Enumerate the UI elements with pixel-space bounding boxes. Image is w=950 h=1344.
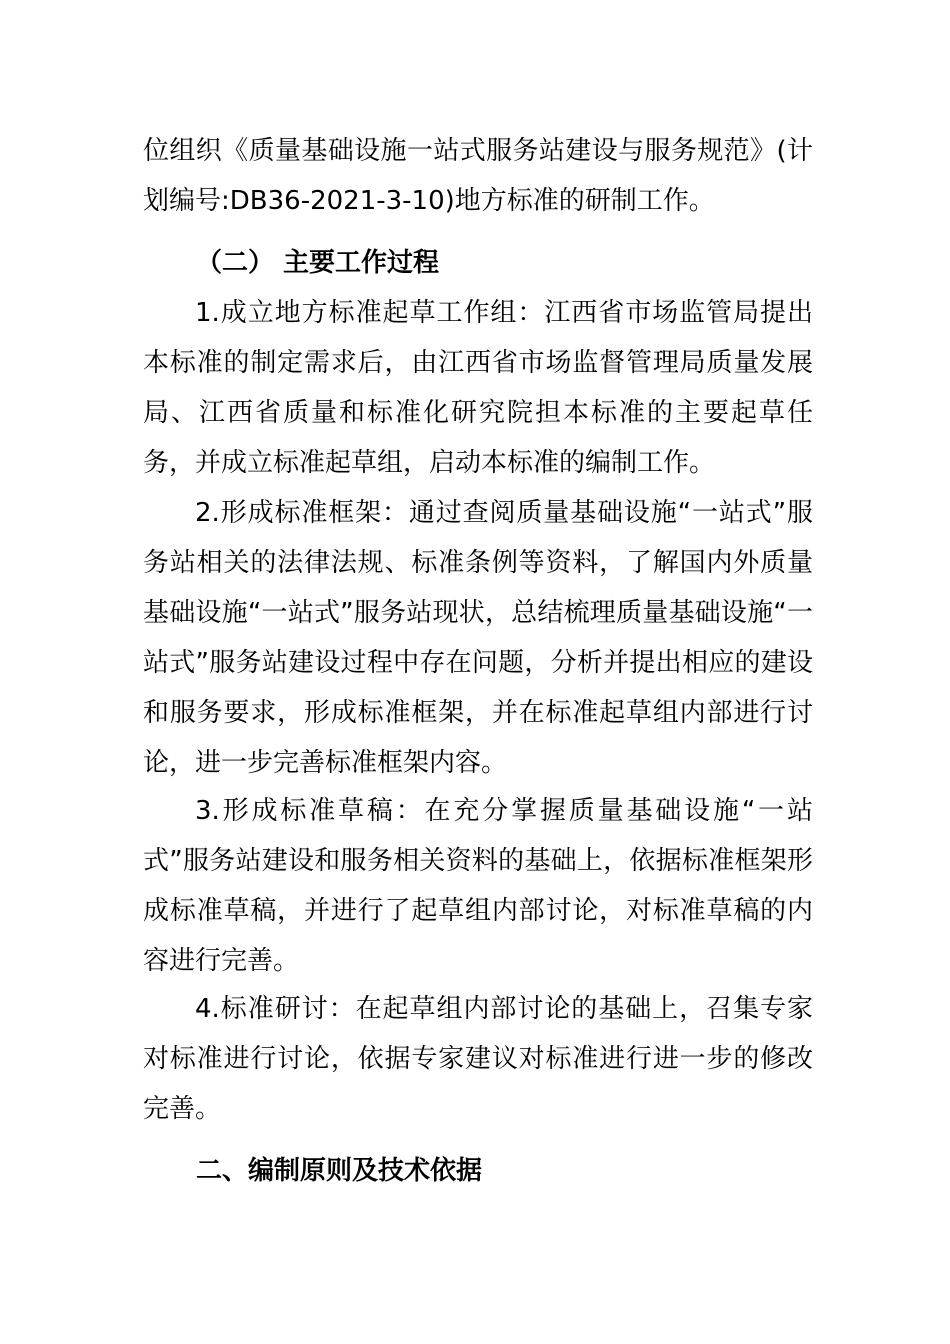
paragraph-step-3: 3.形成标准草稿：在充分掌握质量基础设施“一站式”服务站建设和服务相关资料的基础上，依据标准框架形成标准草稿，并进行了起草组内部讨论，对标准草稿的内容进行完善。 bbox=[143, 796, 813, 976]
section-heading-principles: 二、编制原则及技术依据 bbox=[196, 1156, 483, 1186]
paragraph-step-2: 2.形成标准框架：通过查阅质量基础设施“一站式”服务站相关的法律法规、标准条例等资料，了解国内外质量基础设施“一站式”服务站现状，总结梳理质量基础设施“一站式”服务站建设过程中存在问题，分析并提出相应的建设和服务要求，形成标准框架，并在标准起草组内部进行讨论，进一步完善标准框架内容。 bbox=[143, 498, 813, 778]
intro-paragraph: 位组织《质量基础设施一站式服务站建设与服务规范》(计划编号:DB36-2021-3-10)地方标准的研制工作。 bbox=[143, 136, 813, 216]
paragraph-step-1: 1.成立地方标准起草工作组：江西省市场监管局提出本标准的制定需求后，由江西省市场监督管理局质量发展局、江西省质量和标准化研究院担本标准的主要起草任务，并成立标准起草组，启动本标准的编制工作。 bbox=[143, 298, 813, 478]
subsection-heading-work-process: （二） 主要工作过程 bbox=[196, 248, 440, 278]
paragraph-step-4: 4.标准研讨：在起草组内部讨论的基础上，召集专家对标准进行讨论，依据专家建议对标准进行进一步的修改完善。 bbox=[143, 994, 813, 1124]
